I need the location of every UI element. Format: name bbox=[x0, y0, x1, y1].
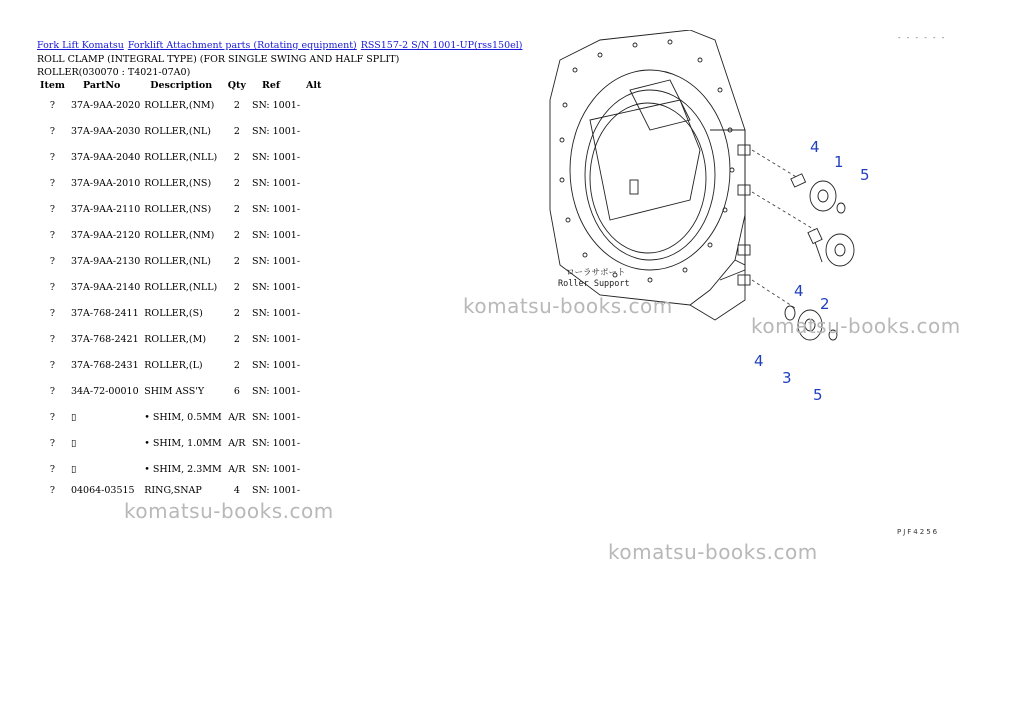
cell-item: ? bbox=[49, 307, 56, 319]
cell-partno: 34A-72-00010 bbox=[70, 385, 139, 397]
parts-table bbox=[36, 78, 325, 498]
cell-alt bbox=[302, 170, 325, 196]
housing-outline bbox=[550, 30, 745, 305]
cell-description: RING,SNAP bbox=[144, 484, 202, 496]
callout-4-bottom: 4 bbox=[754, 352, 764, 370]
drawing-code: PJF4256 bbox=[897, 528, 940, 536]
cell-qty: 2 bbox=[233, 99, 240, 111]
cell-qty: 2 bbox=[233, 333, 240, 345]
cell-qty: A/R bbox=[228, 437, 246, 449]
cell-alt bbox=[302, 352, 325, 378]
cell-alt bbox=[302, 430, 325, 456]
cell-ref: SN: 1001- bbox=[251, 307, 301, 319]
cell-alt bbox=[302, 248, 325, 274]
cell-description: SHIM ASS'Y bbox=[144, 385, 205, 397]
cell-ref: SN: 1001- bbox=[251, 203, 301, 215]
cell-item: ? bbox=[49, 437, 56, 449]
table-row bbox=[36, 404, 325, 430]
side-block bbox=[710, 130, 745, 280]
cell-ref: SN: 1001- bbox=[251, 125, 301, 137]
table-row bbox=[36, 482, 325, 498]
cell-qty: 4 bbox=[233, 484, 240, 496]
parts-diagram bbox=[540, 30, 980, 410]
cell-qty: 2 bbox=[233, 359, 240, 371]
table-row bbox=[36, 222, 325, 248]
cell-qty: 2 bbox=[233, 255, 240, 267]
cell-description: ROLLER,(NS) bbox=[144, 177, 212, 189]
cell-alt bbox=[302, 456, 325, 482]
cell-description: ROLLER,(S) bbox=[144, 307, 203, 319]
roller-assembly-top bbox=[791, 174, 845, 213]
header-item: Item bbox=[40, 79, 65, 91]
cell-partno: 37A-9AA-2130 bbox=[70, 255, 141, 267]
cell-item: ? bbox=[49, 177, 56, 189]
table-row bbox=[36, 92, 325, 118]
table-row bbox=[36, 378, 325, 404]
cell-ref: SN: 1001- bbox=[251, 99, 301, 111]
cell-description: • SHIM, 0.5MM bbox=[144, 411, 222, 423]
cell-description: • SHIM, 2.3MM bbox=[144, 463, 222, 475]
cell-alt bbox=[302, 144, 325, 170]
cell-qty: 2 bbox=[233, 307, 240, 319]
cell-partno: 37A-768-2411 bbox=[70, 307, 139, 319]
callout-1: 1 bbox=[834, 153, 844, 171]
cell-item: ? bbox=[49, 333, 56, 345]
table-row bbox=[36, 144, 325, 170]
callout-3: 3 bbox=[782, 369, 792, 387]
cell-item: ? bbox=[49, 385, 56, 397]
page-title: ROLL CLAMP (INTEGRAL TYPE) (FOR SINGLE SWING AND HALF SPLIT) ROLLER(030070 : T4021-07A0) bbox=[37, 54, 400, 78]
header-qty: Qty bbox=[227, 79, 246, 91]
cell-description: ROLLER,(L) bbox=[144, 359, 203, 371]
cell-item: ? bbox=[49, 463, 56, 475]
cell-item: ? bbox=[49, 229, 56, 241]
cell-description: ROLLER,(NM) bbox=[144, 99, 215, 111]
watermark: komatsu-books.com bbox=[463, 294, 673, 318]
roller-assembly-middle bbox=[808, 228, 854, 266]
header-partno: PartNo bbox=[82, 79, 121, 91]
cell-alt bbox=[302, 326, 325, 352]
cell-ref: SN: 1001- bbox=[251, 411, 301, 423]
callout-5-bottom: 5 bbox=[813, 386, 823, 404]
cell-item: ? bbox=[49, 151, 56, 163]
cell-item: ? bbox=[49, 255, 56, 267]
cell-ref: SN: 1001- bbox=[251, 385, 301, 397]
cell-partno: ▯ bbox=[70, 411, 77, 423]
header-alt: Alt bbox=[306, 79, 322, 91]
parts-table-body bbox=[36, 92, 325, 498]
cell-ref: SN: 1001- bbox=[251, 333, 301, 345]
cell-item: ? bbox=[49, 203, 56, 215]
cell-qty: 2 bbox=[233, 151, 240, 163]
breadcrumb bbox=[37, 40, 522, 51]
cell-alt bbox=[302, 118, 325, 144]
cell-qty: 2 bbox=[233, 203, 240, 215]
table-row bbox=[36, 352, 325, 378]
table-row bbox=[36, 274, 325, 300]
callout-2: 2 bbox=[820, 295, 830, 313]
cell-item: ? bbox=[49, 99, 56, 111]
breadcrumb-link-fork-lift[interactable]: Fork Lift Komatsu bbox=[37, 40, 124, 51]
corner-mark: - - - - - - bbox=[898, 34, 947, 42]
breadcrumb-link-model[interactable]: RSS157-2 S/N 1001-UP(rss150el) bbox=[360, 40, 523, 51]
cell-ref: SN: 1001- bbox=[251, 229, 301, 241]
table-row bbox=[36, 326, 325, 352]
cell-partno: 37A-9AA-2020 bbox=[70, 99, 141, 111]
cell-partno: 37A-768-2421 bbox=[70, 333, 139, 345]
cell-description: ROLLER,(NLL) bbox=[144, 151, 218, 163]
table-row bbox=[36, 248, 325, 274]
cell-description: ROLLER,(NS) bbox=[144, 203, 212, 215]
cell-ref: SN: 1001- bbox=[251, 281, 301, 293]
cell-alt bbox=[302, 300, 325, 326]
cell-ref: SN: 1001- bbox=[251, 463, 301, 475]
cell-partno: 37A-9AA-2010 bbox=[70, 177, 141, 189]
table-header-row bbox=[36, 78, 325, 92]
cell-qty: 2 bbox=[233, 229, 240, 241]
breadcrumb-link-attachment-parts[interactable]: Forklift Attachment parts (Rotating equipment) bbox=[127, 40, 357, 51]
cell-item: ? bbox=[49, 484, 56, 496]
cell-item: ? bbox=[49, 411, 56, 423]
cell-description: ROLLER,(M) bbox=[144, 333, 207, 345]
cell-item: ? bbox=[49, 359, 56, 371]
callout-5-top: 5 bbox=[860, 166, 870, 184]
cell-qty: 6 bbox=[233, 385, 240, 397]
cell-alt bbox=[302, 378, 325, 404]
header-description: Description bbox=[150, 79, 213, 91]
cell-ref: SN: 1001- bbox=[251, 255, 301, 267]
cell-ref: SN: 1001- bbox=[251, 151, 301, 163]
callout-4-top: 4 bbox=[810, 138, 820, 156]
cell-partno: 37A-9AA-2120 bbox=[70, 229, 141, 241]
cell-qty: A/R bbox=[228, 411, 246, 423]
table-row bbox=[36, 456, 325, 482]
table-row bbox=[36, 430, 325, 456]
watermark: komatsu-books.com bbox=[608, 540, 818, 564]
table-row bbox=[36, 118, 325, 144]
cell-item: ? bbox=[49, 125, 56, 137]
cell-qty: 2 bbox=[233, 125, 240, 137]
cell-partno: 37A-768-2431 bbox=[70, 359, 139, 371]
cell-item: ? bbox=[49, 281, 56, 293]
cell-partno: ▯ bbox=[70, 463, 77, 475]
cell-ref: SN: 1001- bbox=[251, 359, 301, 371]
cell-alt bbox=[302, 482, 325, 498]
cell-alt bbox=[302, 274, 325, 300]
cell-partno: 37A-9AA-2140 bbox=[70, 281, 141, 293]
watermark: komatsu-books.com bbox=[751, 314, 961, 338]
cell-qty: 2 bbox=[233, 177, 240, 189]
callout-4-middle: 4 bbox=[794, 282, 804, 300]
cell-alt bbox=[302, 92, 325, 118]
cell-qty: 2 bbox=[233, 281, 240, 293]
cell-ref: SN: 1001- bbox=[251, 437, 301, 449]
table-row bbox=[36, 300, 325, 326]
cell-partno: 37A-9AA-2110 bbox=[70, 203, 141, 215]
cell-partno: 04064-03515 bbox=[70, 484, 135, 496]
cell-qty: A/R bbox=[228, 463, 246, 475]
cell-description: ROLLER,(NM) bbox=[144, 229, 215, 241]
cell-ref: SN: 1001- bbox=[251, 177, 301, 189]
table-row bbox=[36, 170, 325, 196]
inner-ring-inner bbox=[585, 90, 715, 260]
cell-description: • SHIM, 1.0MM bbox=[144, 437, 222, 449]
cell-alt bbox=[302, 196, 325, 222]
cell-alt bbox=[302, 404, 325, 430]
roller-support-label-en: Roller Support bbox=[558, 279, 630, 289]
cell-description: ROLLER,(NL) bbox=[144, 255, 211, 267]
cell-ref: SN: 1001- bbox=[251, 484, 301, 496]
roller-support-label-jp: ローラサポート bbox=[566, 268, 626, 278]
cell-partno: 37A-9AA-2030 bbox=[70, 125, 141, 137]
watermark: komatsu-books.com bbox=[124, 499, 334, 523]
cell-description: ROLLER,(NLL) bbox=[144, 281, 218, 293]
table-row bbox=[36, 196, 325, 222]
header-ref: Ref bbox=[261, 79, 280, 91]
cell-alt bbox=[302, 222, 325, 248]
cell-description: ROLLER,(NL) bbox=[144, 125, 211, 137]
cell-partno: 37A-9AA-2040 bbox=[70, 151, 141, 163]
cell-partno: ▯ bbox=[70, 437, 77, 449]
